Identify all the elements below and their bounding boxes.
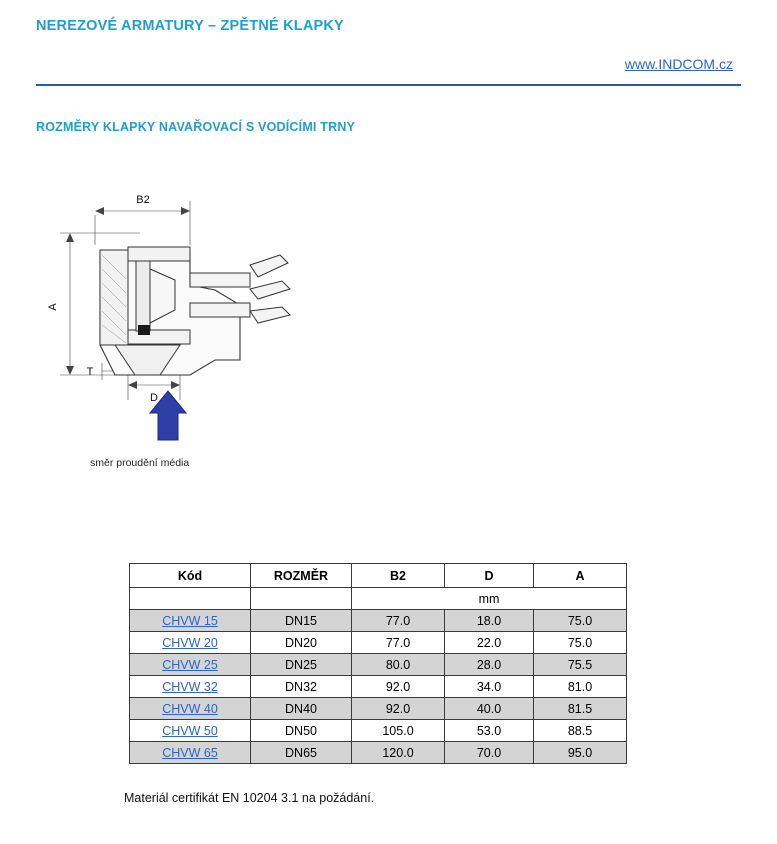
flow-direction-caption: směr proudění média <box>90 457 190 469</box>
technical-drawing <box>40 185 340 485</box>
cell-d: 28.0 <box>445 654 534 676</box>
cell-d: 40.0 <box>445 698 534 720</box>
cell-size: DN50 <box>251 720 352 742</box>
cell-a: 88.5 <box>534 720 627 742</box>
cell-b2: 92.0 <box>352 676 445 698</box>
table-row <box>130 676 627 698</box>
cell-code[interactable] <box>130 632 251 654</box>
cell-b2: 77.0 <box>352 632 445 654</box>
table-row <box>130 742 627 764</box>
cell-d: 18.0 <box>445 610 534 632</box>
cell-a: 81.0 <box>534 676 627 698</box>
cell-size: DN40 <box>251 698 352 720</box>
table-unit-row <box>130 588 627 610</box>
page-title: NEREZOVÉ ARMATURY – ZPĚTNÉ KLAPKY <box>36 18 344 34</box>
cell-a: 75.0 <box>534 610 627 632</box>
cell-size: DN32 <box>251 676 352 698</box>
column-header-code: Kód <box>130 564 251 588</box>
table-row <box>130 654 627 676</box>
cell-code[interactable] <box>130 698 251 720</box>
dimension-label-d: D <box>150 392 158 404</box>
product-code-link[interactable]: CHVW 32 <box>162 679 218 694</box>
column-header-a: A <box>534 564 627 588</box>
cell-a: 81.5 <box>534 698 627 720</box>
table-body <box>130 610 627 764</box>
dimensions-table-wrapper <box>129 563 627 764</box>
cell-size: DN65 <box>251 742 352 764</box>
header-divider <box>36 84 741 86</box>
cell-b2: 92.0 <box>352 698 445 720</box>
dimension-label-t: T <box>86 366 94 378</box>
table-row <box>130 632 627 654</box>
cell-b2: 80.0 <box>352 654 445 676</box>
table-header <box>130 564 627 610</box>
dimension-label-b2: B2 <box>136 194 150 206</box>
cell-size: DN25 <box>251 654 352 676</box>
dimension-label-a: A <box>47 303 59 311</box>
cell-d: 22.0 <box>445 632 534 654</box>
dimensions-table <box>129 563 627 764</box>
cell-code[interactable] <box>130 610 251 632</box>
product-code-link[interactable]: CHVW 65 <box>162 745 218 760</box>
cell-a: 75.5 <box>534 654 627 676</box>
table-header-row <box>130 564 627 588</box>
product-code-link[interactable]: CHVW 20 <box>162 635 218 650</box>
product-code-link[interactable]: CHVW 25 <box>162 657 218 672</box>
cell-d: 34.0 <box>445 676 534 698</box>
product-code-link[interactable]: CHVW 40 <box>162 701 218 716</box>
table-row <box>130 610 627 632</box>
column-header-b2: B2 <box>352 564 445 588</box>
material-footnote: Materiál certifikát EN 10204 3.1 na požádání. <box>124 791 375 805</box>
cell-d: 70.0 <box>445 742 534 764</box>
cell-b2: 120.0 <box>352 742 445 764</box>
cell-code[interactable] <box>130 742 251 764</box>
cell-code[interactable] <box>130 676 251 698</box>
cell-b2: 77.0 <box>352 610 445 632</box>
cell-b2: 105.0 <box>352 720 445 742</box>
unit-cell-empty-2 <box>251 588 352 610</box>
cell-size: DN15 <box>251 610 352 632</box>
column-header-size: ROZMĚR <box>251 564 352 588</box>
unit-cell-mm: mm <box>352 588 627 610</box>
table-row <box>130 698 627 720</box>
cell-a: 75.0 <box>534 632 627 654</box>
check-valve-drawing-svg <box>40 185 340 485</box>
cell-code[interactable] <box>130 654 251 676</box>
section-title: ROZMĚRY KLAPKY NAVAŘOVACÍ S VODÍCÍMI TRNY <box>36 120 356 134</box>
product-code-link[interactable]: CHVW 15 <box>162 613 218 628</box>
cell-d: 53.0 <box>445 720 534 742</box>
website-link[interactable]: www.INDCOM.cz <box>624 56 733 72</box>
column-header-d: D <box>445 564 534 588</box>
table-row <box>130 720 627 742</box>
cell-size: DN20 <box>251 632 352 654</box>
cell-code[interactable] <box>130 720 251 742</box>
cell-a: 95.0 <box>534 742 627 764</box>
unit-cell-empty-1 <box>130 588 251 610</box>
product-code-link[interactable]: CHVW 50 <box>162 723 218 738</box>
